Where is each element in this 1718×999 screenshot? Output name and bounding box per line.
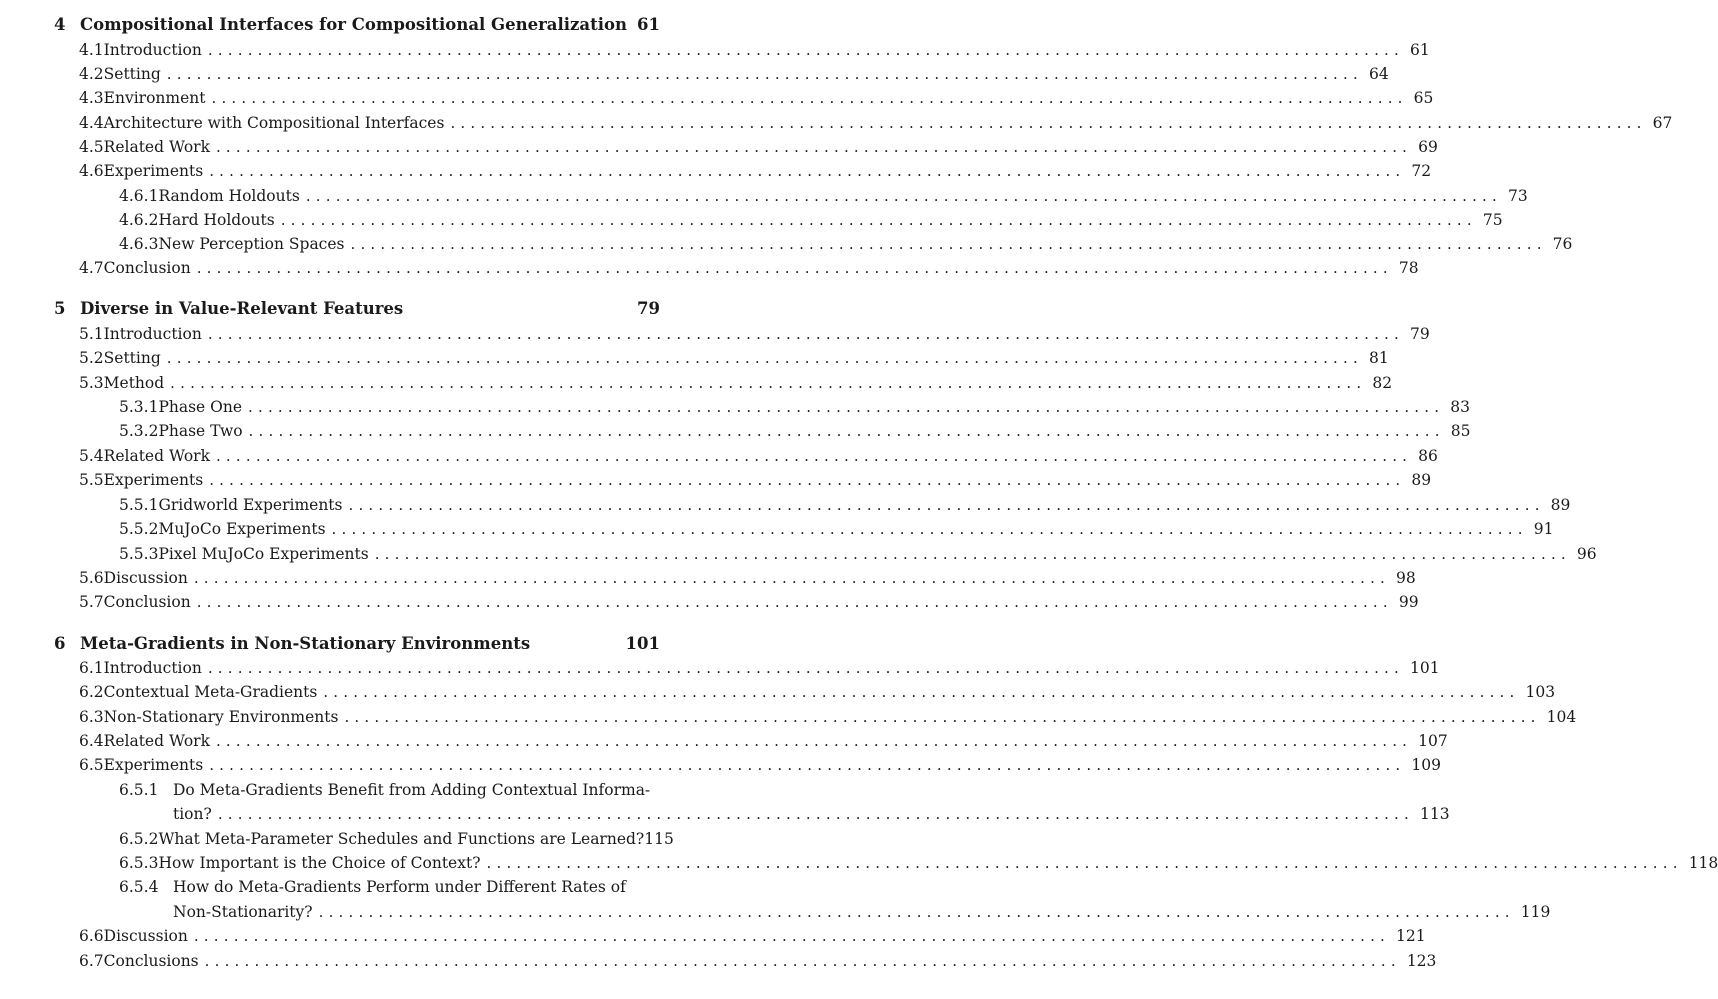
toc-leader-dots: ........................................................................................................................	[196, 593, 1393, 611]
toc-leader-dots: ........................................................................................................................	[215, 138, 1413, 156]
toc-title: Phase One	[158, 398, 243, 416]
toc-number: 6.2	[79, 683, 104, 701]
toc-title: How do Meta-Gradients Perform under Different Rates of	[173, 878, 626, 896]
toc-entry	[79, 657, 1440, 679]
toc-number: 6	[54, 634, 66, 653]
toc-leader-dots: ........................................................................................................................	[207, 325, 1404, 343]
toc-title: Hard Holdouts	[158, 211, 275, 229]
toc-leader-dots: ........................................................................................................................	[196, 259, 1393, 277]
toc-entry	[79, 445, 1438, 467]
toc-number: 4	[54, 15, 66, 34]
toc-number: 5.4	[79, 447, 104, 465]
toc-entry	[79, 567, 1416, 589]
toc-entry	[119, 779, 660, 801]
toc-title: Diverse in Value-Relevant Features	[80, 299, 404, 318]
toc-page-number: 98	[1396, 569, 1416, 587]
toc-page-number: 86	[1418, 447, 1438, 465]
toc-entry	[79, 950, 1437, 972]
toc-entry	[119, 518, 1554, 540]
toc-entry	[79, 257, 1419, 279]
toc-number: 4.6.2	[119, 211, 159, 229]
toc-title: Gridworld Experiments	[158, 496, 343, 514]
toc-title: Phase Two	[158, 422, 243, 440]
toc-page-number: 64	[1368, 65, 1389, 83]
toc-page-number: 81	[1368, 349, 1389, 367]
toc-chapter-entry	[54, 298, 660, 320]
toc-leader-dots: ........................................................................................................................	[193, 927, 1391, 945]
toc-leader-dots: ........................................................................................................................	[215, 447, 1413, 465]
toc-leader-dots: ........................................................................................................................	[486, 854, 1683, 872]
toc-number: 6.6	[79, 927, 104, 945]
toc-entry	[79, 347, 1389, 369]
toc-leader-dots: ........................................................................................................................	[350, 235, 1547, 253]
toc-title: Conclusions	[103, 952, 199, 970]
toc-number: 5.3	[79, 374, 104, 392]
toc-number: 5.6	[79, 569, 104, 587]
toc-title: Non-Stationarity?	[173, 903, 313, 921]
toc-number: 4.3	[79, 89, 104, 107]
toc-title: Pixel MuJoCo Experiments	[158, 545, 369, 563]
toc-entry	[79, 136, 1438, 158]
toc-number: 5.1	[79, 325, 104, 343]
toc-leader-dots: ........................................................................................................................	[348, 496, 1545, 514]
toc-entry	[119, 543, 1597, 565]
toc-page-number: 121	[1396, 927, 1426, 945]
toc-number: 6.5	[79, 756, 104, 774]
toc-page-number: 109	[1411, 756, 1441, 774]
toc-page-number: 123	[1406, 952, 1437, 970]
toc-entry	[79, 754, 1441, 776]
toc-page-number: 103	[1525, 683, 1556, 701]
toc-number: 5	[54, 299, 66, 318]
toc-number: 5.7	[79, 593, 104, 611]
toc-entry	[119, 396, 1470, 418]
toc-title: Setting	[103, 65, 161, 83]
toc-title: MuJoCo Experiments	[158, 520, 326, 538]
toc-entry	[119, 828, 674, 850]
toc-title: Experiments	[103, 756, 204, 774]
toc-entry	[119, 209, 1503, 231]
toc-title: Related Work	[103, 732, 210, 750]
toc-title: tion?	[173, 805, 212, 823]
toc-leader-dots: ........................................................................................................................	[323, 683, 1520, 701]
toc-page-number: 107	[1418, 732, 1448, 750]
toc-entry	[79, 730, 1448, 752]
toc-page-number: 73	[1507, 187, 1528, 205]
toc-title: Discussion	[103, 569, 188, 587]
toc-entry	[119, 852, 1718, 874]
toc-title: New Perception Spaces	[158, 235, 345, 253]
toc-number: 4.6.3	[119, 235, 159, 253]
toc-page-number: 104	[1546, 708, 1577, 726]
toc-leader-dots: ........................................................................................................................	[374, 545, 1571, 563]
toc-leader-dots: ........................................................................................................................	[209, 162, 1406, 180]
toc-title: What Meta-Parameter Schedules and Functions are Learned?	[158, 830, 645, 848]
toc-page-number: 67	[1652, 114, 1673, 132]
toc-entry	[119, 876, 660, 898]
toc-title: Related Work	[103, 138, 210, 156]
toc-number: 6.5.1	[119, 781, 159, 799]
toc-title: Meta-Gradients in Non-Stationary Environments	[80, 634, 531, 653]
toc-title: Discussion	[103, 927, 188, 945]
toc-entry	[119, 185, 1528, 207]
toc-entry	[79, 925, 1426, 947]
toc-number: 4.2	[79, 65, 104, 83]
toc-leader-dots: ........................................................................................................................	[215, 732, 1413, 750]
toc-entry	[119, 233, 1573, 255]
toc-number: 5.3.1	[119, 398, 159, 416]
toc-page-number: 75	[1482, 211, 1503, 229]
toc-number: 4.1	[79, 41, 104, 59]
toc-leader-dots: ........................................................................................................................	[344, 708, 1541, 726]
toc-number: 6.5.4	[119, 878, 159, 896]
toc-leader-dots: ........................................................................................................................	[318, 903, 1515, 921]
toc-page-number: 72	[1411, 162, 1432, 180]
toc-title: Experiments	[103, 471, 204, 489]
toc-page-number: 61	[637, 15, 660, 34]
toc-page-number: 79	[637, 299, 660, 318]
toc-entry	[79, 87, 1434, 109]
toc-title: Conclusion	[103, 259, 191, 277]
toc-title: Introduction	[103, 41, 202, 59]
toc-number: 5.5.2	[119, 520, 159, 538]
toc-title: Experiments	[103, 162, 204, 180]
toc-page-number: 65	[1413, 89, 1434, 107]
toc-leader-dots: ........................................................................................................................	[166, 349, 1363, 367]
toc-page-number: 119	[1520, 903, 1551, 921]
toc-leader-dots: ........................................................................................................................	[248, 398, 1445, 416]
toc-entry	[79, 160, 1432, 182]
toc-title: Introduction	[103, 659, 202, 677]
toc-number: 6.5.3	[119, 854, 159, 872]
toc-page-number: 99	[1398, 593, 1419, 611]
toc-leader-dots: ........................................................................................................................	[217, 805, 1414, 823]
toc-title: Compositional Interfaces for Compositional Generalization	[80, 15, 627, 34]
toc-number: 6.7	[79, 952, 104, 970]
toc-entry	[79, 681, 1556, 703]
toc-number: 4.5	[79, 138, 104, 156]
toc-title: Do Meta-Gradients Benefit from Adding Contextual Informa-	[173, 781, 651, 799]
toc-page-number: 79	[1410, 325, 1430, 343]
toc-number: 6.1	[79, 659, 104, 677]
toc-number: 4.4	[79, 114, 104, 132]
toc-number: 6.4	[79, 732, 104, 750]
toc-title: How Important is the Choice of Context?	[158, 854, 481, 872]
toc-number: 4.6.1	[119, 187, 159, 205]
toc-page-number: 118	[1688, 854, 1718, 872]
toc-page-number: 82	[1372, 374, 1393, 392]
toc-leader-dots: ........................................................................................................................	[193, 569, 1391, 587]
toc-leader-dots: ........................................................................................................................	[207, 41, 1404, 59]
toc-page-number: 89	[1411, 471, 1432, 489]
toc-leader-dots: ........................................................................................................................	[170, 374, 1367, 392]
toc-title: Non-Stationary Environments	[103, 708, 339, 726]
toc-entry	[173, 901, 1551, 923]
toc-title: Contextual Meta-Gradients	[103, 683, 318, 701]
toc-entry	[79, 591, 1419, 613]
toc-title: Setting	[103, 349, 161, 367]
toc-leader-dots: ........................................................................................................................	[280, 211, 1477, 229]
toc-leader-dots: ........................................................................................................................	[450, 114, 1647, 132]
toc-number: 5.5.1	[119, 496, 159, 514]
toc-leader-dots: ........................................................................................................................	[209, 756, 1406, 774]
toc-chapter-entry	[54, 633, 660, 655]
toc-title: Method	[103, 374, 165, 392]
toc-entry	[119, 420, 1471, 442]
toc-page-number: 78	[1398, 259, 1419, 277]
toc-page-number: 113	[1419, 805, 1450, 823]
toc-number: 4.6	[79, 162, 104, 180]
toc-chapter-entry	[54, 14, 660, 36]
toc-title: Introduction	[103, 325, 202, 343]
toc-title: Random Holdouts	[158, 187, 300, 205]
toc-title: Architecture with Compositional Interfaces	[103, 114, 445, 132]
toc-entry	[119, 494, 1571, 516]
toc-number: 5.5.3	[119, 545, 159, 563]
toc-number: 4.7	[79, 259, 104, 277]
toc-entry	[79, 63, 1389, 85]
toc-number: 5.3.2	[119, 422, 159, 440]
toc-leader-dots: ........................................................................................................................	[305, 187, 1502, 205]
toc-page-number: 101	[625, 634, 660, 653]
toc-number: 5.2	[79, 349, 104, 367]
toc-leader-dots: ........................................................................................................................	[248, 422, 1445, 440]
toc-number: 5.5	[79, 471, 104, 489]
toc-entry	[173, 803, 1450, 825]
toc-entry	[79, 469, 1432, 491]
toc-entry	[79, 372, 1393, 394]
toc-page-number: 91	[1533, 520, 1554, 538]
toc-leader-dots: ........................................................................................................................	[204, 952, 1401, 970]
toc-page-number: 83	[1450, 398, 1470, 416]
toc-number: 6.3	[79, 708, 104, 726]
toc-title: Related Work	[103, 447, 210, 465]
toc-entry	[79, 706, 1577, 728]
toc-entry	[79, 323, 1430, 345]
toc-page-number: 76	[1552, 235, 1573, 253]
toc-page-number: 89	[1550, 496, 1571, 514]
toc-page-number: 115	[644, 830, 674, 848]
toc-leader-dots: ........................................................................................................................	[211, 89, 1408, 107]
toc-page-number: 101	[1410, 659, 1440, 677]
toc-leader-dots: ........................................................................................................................	[166, 65, 1363, 83]
toc-page-number: 85	[1450, 422, 1471, 440]
toc-page-number: 61	[1410, 41, 1430, 59]
toc-title: Conclusion	[103, 593, 191, 611]
toc-page-number: 96	[1576, 545, 1597, 563]
toc-leader-dots: ........................................................................................................................	[331, 520, 1528, 538]
toc-entry	[79, 39, 1430, 61]
toc-title: Environment	[103, 89, 206, 107]
toc-leader-dots: ........................................................................................................................	[207, 659, 1404, 677]
toc-leader-dots: ........................................................................................................................	[209, 471, 1406, 489]
toc-entry	[79, 112, 1673, 134]
toc-page-number: 69	[1418, 138, 1438, 156]
toc-number: 6.5.2	[119, 830, 159, 848]
